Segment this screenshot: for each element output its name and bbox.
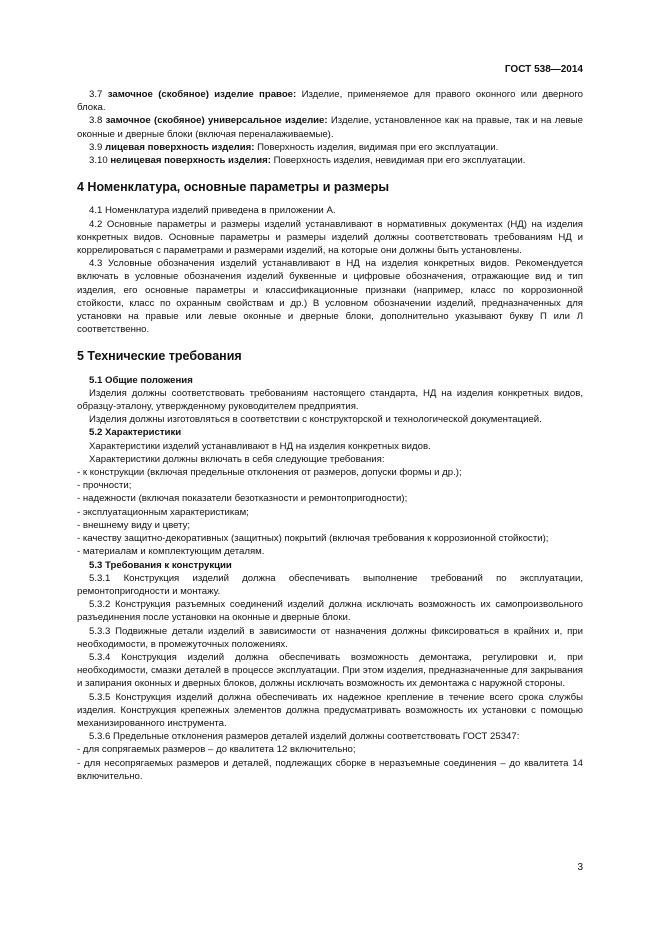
list-item: - к конструкции (включая предельные отклонения от размеров, допуски формы и др.); (77, 467, 462, 479)
section-4-title: 4 Номенклатура, основные параметры и размеры (77, 180, 390, 195)
paragraph-5-3-6: 5.3.6 Предельные отклонения размеров деталей изделий должны соответствовать ГОСТ 25347: (89, 731, 520, 743)
def-term: нелицевая поверхность изделия: (110, 155, 271, 167)
def-number: 3.10 (89, 155, 108, 167)
def-text: Изделие, установленное как на правые, так и на левые оконные и дверные блоки (включая переналаживаемые). (77, 115, 583, 140)
def-term: замочное (скобяное) изделие правое: (107, 89, 297, 100)
def-number: 3.7 (89, 89, 103, 100)
definition-3-9 (77, 141, 583, 154)
paragraph-5-1-a: Изделия должны соответствовать требованиям настоящего стандарта, НД на изделия конкретных видов, образцу-эталону, утвержденному руководителем предприятия. (77, 387, 583, 413)
def-term: лицевая поверхность изделия: (105, 141, 255, 153)
paragraph-5-3-2: 5.3.2 Конструкция разъемных соединений изделий должна исключать возможность их самопроизвольного разъединения после установки на оконные и дверные блоки. (77, 599, 583, 624)
definition-3-8 (77, 114, 583, 140)
standard-header: ГОСТ 538—2014 (504, 64, 583, 75)
paragraph-5-1-b: Изделия должны изготовляться в соответствии с конструкторской и технологической документацией. (89, 414, 542, 426)
paragraph-5-3-1: 5.3.1 Конструкция изделий должна обеспечивать выполнение требований по эксплуатации, ремонтопригодности и монтажу. (77, 572, 583, 597)
paragraph-5-3-5: 5.3.5 Конструкция изделий должна обеспечивать их надежное крепление в течение всего срока службы изделия. Конструкция крепежных элементов должна предусматривать возможность их установки с помощью механизированного инструмента. (77, 691, 583, 729)
list-item: - для несопрягаемых размеров и деталей, подлежащих сборке в неразъемные соединения – до квалитета 14 включительно. (77, 757, 583, 782)
list-item: - качеству защитно-декоративных (защитных) покрытий (включая требования к коррозионной стойкости); (77, 533, 549, 545)
def-text: Поверхность изделия, невидимая при его эксплуатации. (270, 155, 526, 167)
paragraph-5-3-4: 5.3.4 Конструкция изделий должна обеспечивать возможность демонтажа, регулировки и, при необходимости, смазки деталей в процессе эксплуатации. При этом изделия, предназначенные для закрывания и запирания оконных и дверных блоков, должны исключать возможность их демонтажа с наружной стороны. (77, 651, 583, 690)
page-number: 3 (577, 862, 583, 873)
def-number: 3.8 (89, 115, 103, 127)
paragraph-4-3: 4.3 Условные обозначения изделий устанавливают в НД на изделия конкретных видов. Рекомендуется включать в условные обозначения изделий буквенные и цифровые обозначения, отражающие вид и тип изделия, его основные параметры и классификационные признаки (например, класс по коррозионной стойкости, класс по охранным свойствам и др.) В условном обозначении изделий, предназначенных для установки на правые или левые оконные и дверные блоки, дополнительно указывают букву П или Л соответственно. (77, 258, 583, 336)
def-number: 3.9 (89, 141, 103, 153)
subsection-5-3-title: 5.3 Требования к конструкции (89, 559, 232, 571)
paragraph-4-2: 4.2 Основные параметры и размеры изделий устанавливают в нормативных документах (НД) на изделия конкретных видов. Основные параметры и размеры изделий должны соответствовать требованиям НД и коррелироваться с параметрами и размерами изделий, на которые они должны быть установлены. (77, 218, 583, 257)
paragraph-5-3-3: 5.3.3 Подвижные детали изделий в зависимости от назначения должны фиксироваться в крайних и, при необходимости, в промежуточных положениях. (77, 625, 583, 650)
definition-3-10 (77, 154, 583, 167)
paragraph-5-2-a: Характеристики изделий устанавливают в НД на изделия конкретных видов. (89, 440, 431, 452)
section-5-title: 5 Технические требования (77, 349, 242, 364)
def-text: Изделие, применяемое для правого оконного или дверного блока. (77, 89, 583, 114)
list-item: - для сопрягаемых размеров – до квалитета 12 включительно; (77, 744, 356, 756)
subsection-5-1-title: 5.1 Общие положения (89, 374, 193, 386)
definition-3-7 (77, 88, 583, 114)
subsection-5-2-title: 5.2 Характеристики (89, 427, 182, 439)
list-item: - эксплуатационным характеристикам; (77, 506, 249, 518)
list-item: - внешнему виду и цвету; (77, 519, 191, 531)
def-term: замочное (скобяное) универсальное изделие: (105, 115, 328, 127)
list-item: - материалам и комплектующим деталям. (77, 546, 265, 558)
def-text: Поверхность изделия, видимая при его эксплуатации. (254, 141, 499, 153)
page-content (77, 88, 583, 783)
paragraph-4-1: 4.1 Номенклатура изделий приведена в приложении А. (89, 205, 336, 217)
list-item: - прочности; (77, 480, 132, 492)
paragraph-5-2-b: Характеристики должны включать в себя следующие требования: (89, 453, 385, 465)
list-item: - надежности (включая показатели безотказности и ремонтопригодности); (77, 493, 408, 505)
